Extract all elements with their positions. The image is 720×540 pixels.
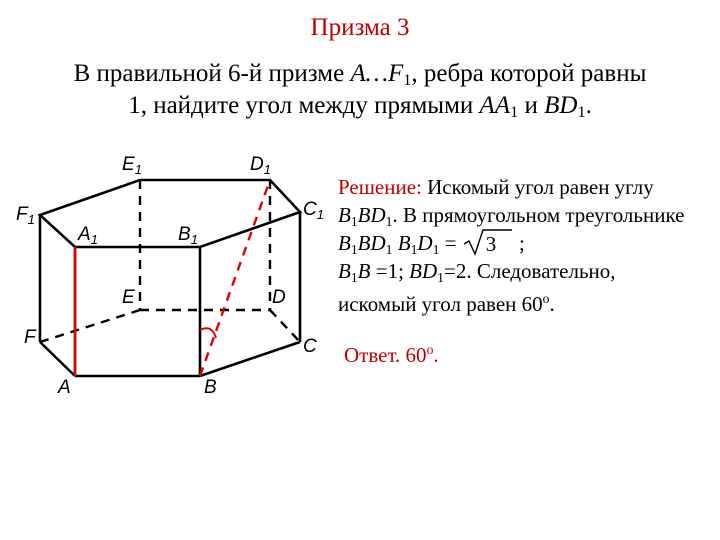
edge-dc xyxy=(270,310,300,342)
visible-edges xyxy=(40,180,300,376)
label-c1: $C_1$ xyxy=(303,199,324,222)
label-d: D xyxy=(272,287,286,308)
line-aa1-subscript: 1 xyxy=(510,103,519,121)
label-f1: $F_1$ xyxy=(16,204,35,227)
solution-part: = xyxy=(439,231,462,255)
answer-end: . xyxy=(433,343,439,367)
label-a1: $A_1$ xyxy=(78,224,98,247)
problem-text: 1, найдите угол между прямыми xyxy=(128,92,480,119)
line-aa1: AA xyxy=(479,92,511,119)
line-bd1-subscript: 1 xyxy=(577,103,586,121)
problem-text: и xyxy=(518,92,545,119)
solution-part: B xyxy=(357,259,371,283)
problem-text: В правильной 6-й призме xyxy=(73,60,351,87)
solution-part: BD xyxy=(409,259,438,283)
label-e: E xyxy=(122,287,135,308)
solution-part: . xyxy=(549,292,555,316)
prism-name: A…F xyxy=(350,60,404,87)
solution-part: D xyxy=(417,231,433,255)
slide-title: Призма 3 xyxy=(310,14,410,41)
solution-part: =2. Следовательно, искомый угол равен 60 xyxy=(338,259,616,316)
problem-statement xyxy=(20,58,700,122)
label-d1: $D_1$ xyxy=(250,154,271,177)
label-b: B xyxy=(204,377,217,393)
sqrt-argument: 3 xyxy=(485,232,497,256)
edge-fe xyxy=(40,310,140,342)
solution-part: =1; xyxy=(370,259,410,283)
solution-subscript: 1 xyxy=(437,270,444,285)
solution-part: B xyxy=(338,259,351,283)
angle-arc xyxy=(200,328,216,338)
solution-part: BD xyxy=(357,203,386,227)
prism-figure xyxy=(10,148,330,393)
solution-part: . В прямоугольном треугольнике xyxy=(392,203,685,227)
line-bd1-highlight xyxy=(200,180,270,376)
edge-bc xyxy=(200,342,300,376)
solution-subscript: 1 xyxy=(350,242,358,257)
solution-subscript: 1 xyxy=(350,270,358,285)
label-e1: $E_1$ xyxy=(122,154,142,177)
solution-subscript: 1 xyxy=(385,214,393,229)
problem-text: , ребра которой равны xyxy=(411,60,647,87)
solution-part: Искомый угол равен углу xyxy=(421,175,654,199)
label-c: C xyxy=(303,336,317,357)
solution-subscript: 1 xyxy=(350,214,358,229)
solution-subscript: 1 xyxy=(432,242,440,257)
label-b1: $B_1$ xyxy=(178,224,198,247)
label-a: A xyxy=(58,377,71,393)
sqrt-symbol xyxy=(462,232,514,254)
degree-mark: о xyxy=(542,291,550,306)
label-f: F xyxy=(24,327,36,348)
solution-subscript: 1 xyxy=(385,242,393,257)
solution-heading: Решение: xyxy=(338,175,422,199)
line-bd1: BD xyxy=(544,92,578,119)
solution-part: B xyxy=(338,203,351,227)
solution-subscript: 1 xyxy=(410,242,418,257)
solution-part: B xyxy=(338,231,351,255)
problem-text: . xyxy=(585,92,592,119)
answer xyxy=(344,342,439,368)
solution-part: B xyxy=(397,231,411,255)
edge-fa xyxy=(40,342,75,376)
solution-part: ; xyxy=(513,231,525,255)
solution-text xyxy=(338,173,688,318)
prism-subscript: 1 xyxy=(403,71,412,89)
answer-label: Ответ. 60 xyxy=(344,343,427,367)
solution-part: BD xyxy=(357,231,386,255)
degree-mark: о xyxy=(426,342,434,357)
